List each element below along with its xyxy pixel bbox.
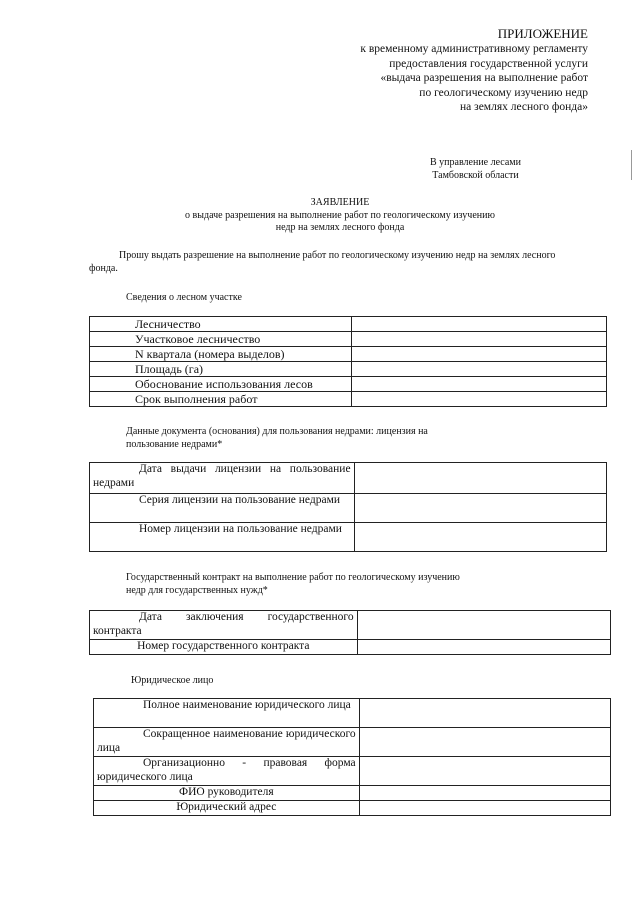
table-row — [94, 728, 611, 757]
row-label: Обоснование использования лесов — [90, 377, 352, 392]
row-label: N квартала (номера выделов) — [90, 347, 352, 362]
table-row — [94, 786, 611, 801]
value-cell[interactable] — [359, 699, 610, 728]
row-label: Сокращенное наименование юридического лица — [94, 728, 360, 757]
table-row — [94, 699, 611, 728]
row-label: Номер лицензии на пользование недрами — [90, 523, 355, 552]
appendix-line: на землях лесного фонда» — [460, 101, 588, 113]
value-cell[interactable] — [354, 494, 606, 523]
contract-table — [89, 610, 611, 655]
license-table — [89, 462, 607, 552]
table-row — [90, 494, 607, 523]
title-line: о выдаче разрешения на выполнение работ по геологическому изучению — [185, 209, 495, 221]
value-cell[interactable] — [354, 463, 606, 494]
table-row — [94, 801, 611, 816]
table-row — [90, 317, 607, 332]
table-row — [90, 392, 607, 407]
appendix-line: «выдача разрешения на выполнение работ — [380, 72, 588, 84]
table-row — [90, 347, 607, 362]
value-cell[interactable] — [357, 640, 610, 655]
row-label: Дата выдачи лицензии на пользование недрами — [90, 463, 355, 494]
entity-section-label: Юридическое лицо — [131, 675, 214, 686]
value-cell[interactable] — [351, 347, 606, 362]
table-row — [90, 332, 607, 347]
document-title — [160, 197, 520, 235]
value-cell[interactable] — [359, 728, 610, 757]
row-label: Лесничество — [90, 317, 352, 332]
appendix-line: к временному административному регламенту — [360, 43, 588, 55]
table-row — [94, 757, 611, 786]
contract-section-label — [126, 572, 460, 597]
appendix-header — [360, 26, 588, 115]
value-cell[interactable] — [359, 801, 610, 816]
value-cell[interactable] — [351, 377, 606, 392]
scan-edge-mark — [631, 150, 636, 180]
table-row — [90, 640, 611, 655]
addressee — [430, 156, 521, 182]
addressee-line: Тамбовской области — [432, 170, 519, 181]
table-row — [90, 463, 607, 494]
row-label: Дата заключения государственного контракта — [90, 611, 358, 640]
request-paragraph: Прошу выдать разрешение на выполнение работ по геологическому изучению недр на землях лесного фонда. — [89, 250, 556, 274]
value-cell[interactable] — [351, 362, 606, 377]
value-cell[interactable] — [351, 332, 606, 347]
table-row — [90, 362, 607, 377]
value-cell[interactable] — [351, 317, 606, 332]
table-row — [90, 523, 607, 552]
value-cell[interactable] — [359, 757, 610, 786]
value-cell[interactable] — [351, 392, 606, 407]
table-row — [90, 377, 607, 392]
label-line: Государственный контракт на выполнение работ по геологическому изучению — [126, 572, 460, 583]
forest-section-label: Сведения о лесном участке — [126, 292, 242, 303]
row-label: Срок выполнения работ — [90, 392, 352, 407]
row-label: Номер государственного контракта — [90, 640, 358, 655]
row-label: Серия лицензии на пользование недрами — [90, 494, 355, 523]
row-label: Организационно - правовая форма юридического лица — [94, 757, 360, 786]
value-cell[interactable] — [354, 523, 606, 552]
row-label: Площадь (га) — [90, 362, 352, 377]
row-label: Участковое лесничество — [90, 332, 352, 347]
appendix-heading: ПРИЛОЖЕНИЕ — [497, 26, 588, 41]
label-line: недр для государственных нужд* — [126, 584, 268, 596]
title-heading: ЗАЯВЛЕНИЕ — [310, 197, 370, 208]
value-cell[interactable] — [359, 786, 610, 801]
appendix-line: по геологическому изучению недр — [419, 86, 588, 99]
row-label: ФИО руководителя — [94, 786, 360, 801]
value-cell[interactable] — [357, 611, 610, 640]
license-section-label — [126, 426, 428, 451]
row-label: Полное наименование юридического лица — [94, 699, 360, 728]
addressee-line: В управление лесами — [430, 157, 521, 168]
forest-table — [89, 316, 607, 407]
label-line: Данные документа (основания) для пользования недрами: лицензия на — [126, 426, 428, 437]
title-line: недр на землях лесного фонда — [275, 222, 405, 233]
entity-table — [93, 698, 611, 816]
appendix-line: предоставления государственной услуги — [389, 57, 588, 70]
table-row — [90, 611, 611, 640]
label-line: пользование недрами* — [126, 438, 223, 450]
row-label: Юридический адрес — [94, 801, 360, 816]
